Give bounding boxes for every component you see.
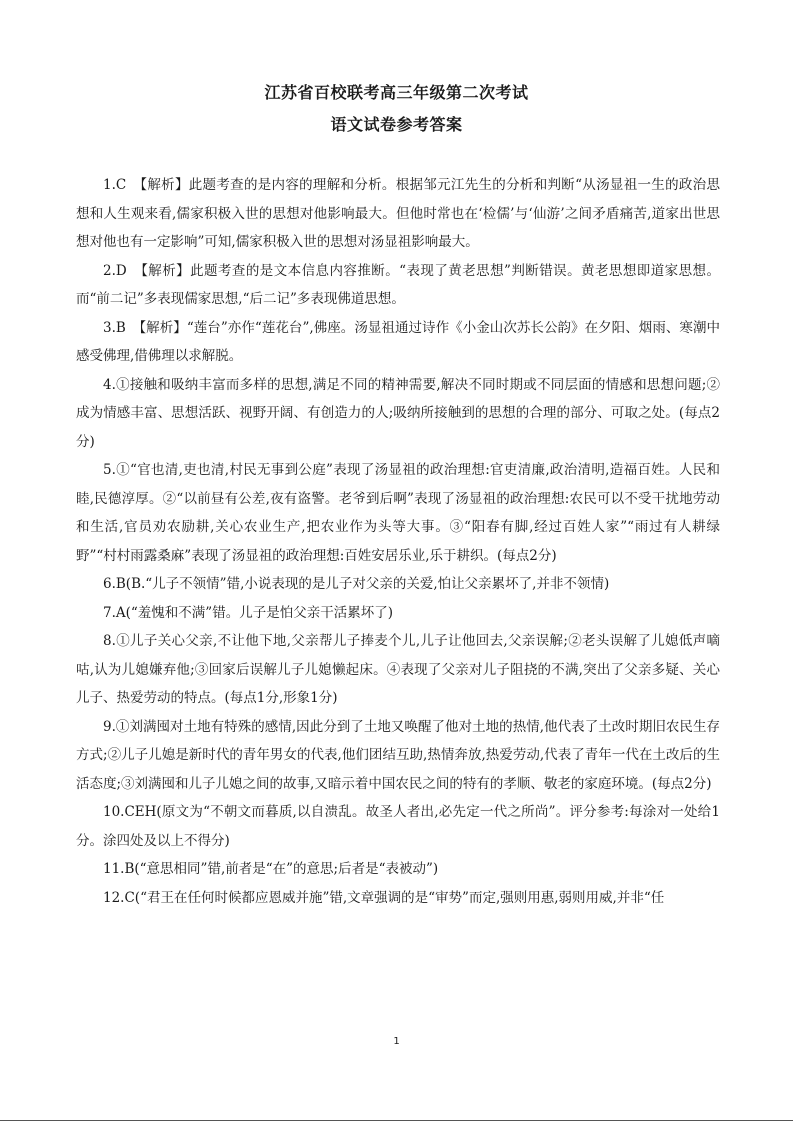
answer-item-9: 9.①刘满囤对土地有特殊的感情,因此分到了土地又唤醒了他对土地的热情,他代表了土改时期旧农民生存方式;②儿子儿媳是新时代的青年男女的代表,他们团结互助,热情奔放,热爱劳动,代表了青年一代在土改后的生活态度;③刘满囤和儿子儿媳之间的故事,又暗示着中国农民之间的特有的孝顺、敬老的家庭环境。(每点2分) — [76, 718, 720, 792]
answer-list — [76, 171, 720, 912]
answer-item-8: 8.①儿子关心父亲,不让他下地,父亲帮儿子捧麦个儿,儿子让他回去,父亲误解;②老头误解了儿媳低声嘀咕,认为儿媳嫌弃他;③回家后误解儿子儿媳懒起床。④表现了父亲对儿子阻挠的不满,突出了父亲多疑、关心儿子、热爱劳动的特点。(每点1分,形象1分) — [76, 633, 720, 706]
document-subtitle: 语文试卷参考答案 — [330, 115, 463, 134]
answer-item-2: 2.D 【解析】此题考查的是文本信息内容推断。“表现了黄老思想”判断错误。黄老思想即道家思想。而“前二记”多表现儒家思想,“后二记”多表现佛道思想。 — [76, 262, 720, 307]
answer-item-11: 11.B(“意思相同”错,前者是“在”的意思;后者是“表被动”) — [103, 861, 439, 877]
answer-item-6: 6.B(B.“儿子不领情”错,小说表现的是儿子对父亲的关爱,怕让父亲累坏了,并非不领情) — [103, 576, 610, 592]
answer-item-12: 12.C(“君王在任何时候都应恩威并施”错,文章强调的是“审势”而定,强则用惠,弱则用威,并非“任 — [103, 889, 665, 906]
answer-item-1: 1.C 【解析】此题考查的是内容的理解和分析。根据邹元江先生的分析和判断“从汤显祖一生的政治思想和人生观来看,儒家积极入世的思想对他影响最大。但他时常也在‘检儒’与‘仙游’之间矛盾痛苦,道家出世思想对他也有一定影响”可知,儒家积极入世的思想对汤显祖影响最大。 — [76, 177, 720, 250]
page-number: 1 — [393, 1036, 400, 1047]
answer-item-4: 4.①接触和吸纳丰富而多样的思想,满足不同的精神需要,解决不同时期或不同层面的情感和思想问题;②成为情感丰富、思想活跃、视野开阔、有创造力的人;吸纳所接触到的思想的合理的部分、可取之处。(每点2分) — [76, 376, 720, 450]
answer-item-3: 3.B 【解析】“莲台”亦作“莲花台”,佛座。汤显祖通过诗作《小金山次苏长公韵》在夕阳、烟雨、寒潮中感受佛理,借佛理以求解脱。 — [76, 319, 720, 364]
answer-item-7: 7.A(“羞愧和不满”错。儿子是怕父亲干活累坏了) — [103, 604, 393, 621]
answer-item-5: 5.①“官也清,吏也清,村民无事到公庭”表现了汤显祖的政治理想:官吏清廉,政治清明,造福百姓。人民和睦,民德淳厚。②“以前昼有公差,夜有盗警。老爷到后啊”表现了汤显祖的政治理想:农民可以不受干扰地劳动和生活,官员劝农励耕,关心农业生产,把农业作为头等大事。③“阳春有脚,经过百姓人家”“雨过有人耕绿野”“村村雨露桑麻”表现了汤显祖的政治理想:百姓安居乐业,乐于耕织。(每点2分) — [76, 462, 720, 564]
document-title: 江苏省百校联考高三年级第二次考试 — [264, 83, 529, 102]
answer-item-10: 10.CEH(原文为“不朝文而暮质,以自溃乱。故圣人者出,必先定一代之所尚”。评分参考:每涂对一处给1分。涂四处及以上不得分) — [76, 804, 720, 849]
page-bottom-rule — [0, 1120, 793, 1121]
